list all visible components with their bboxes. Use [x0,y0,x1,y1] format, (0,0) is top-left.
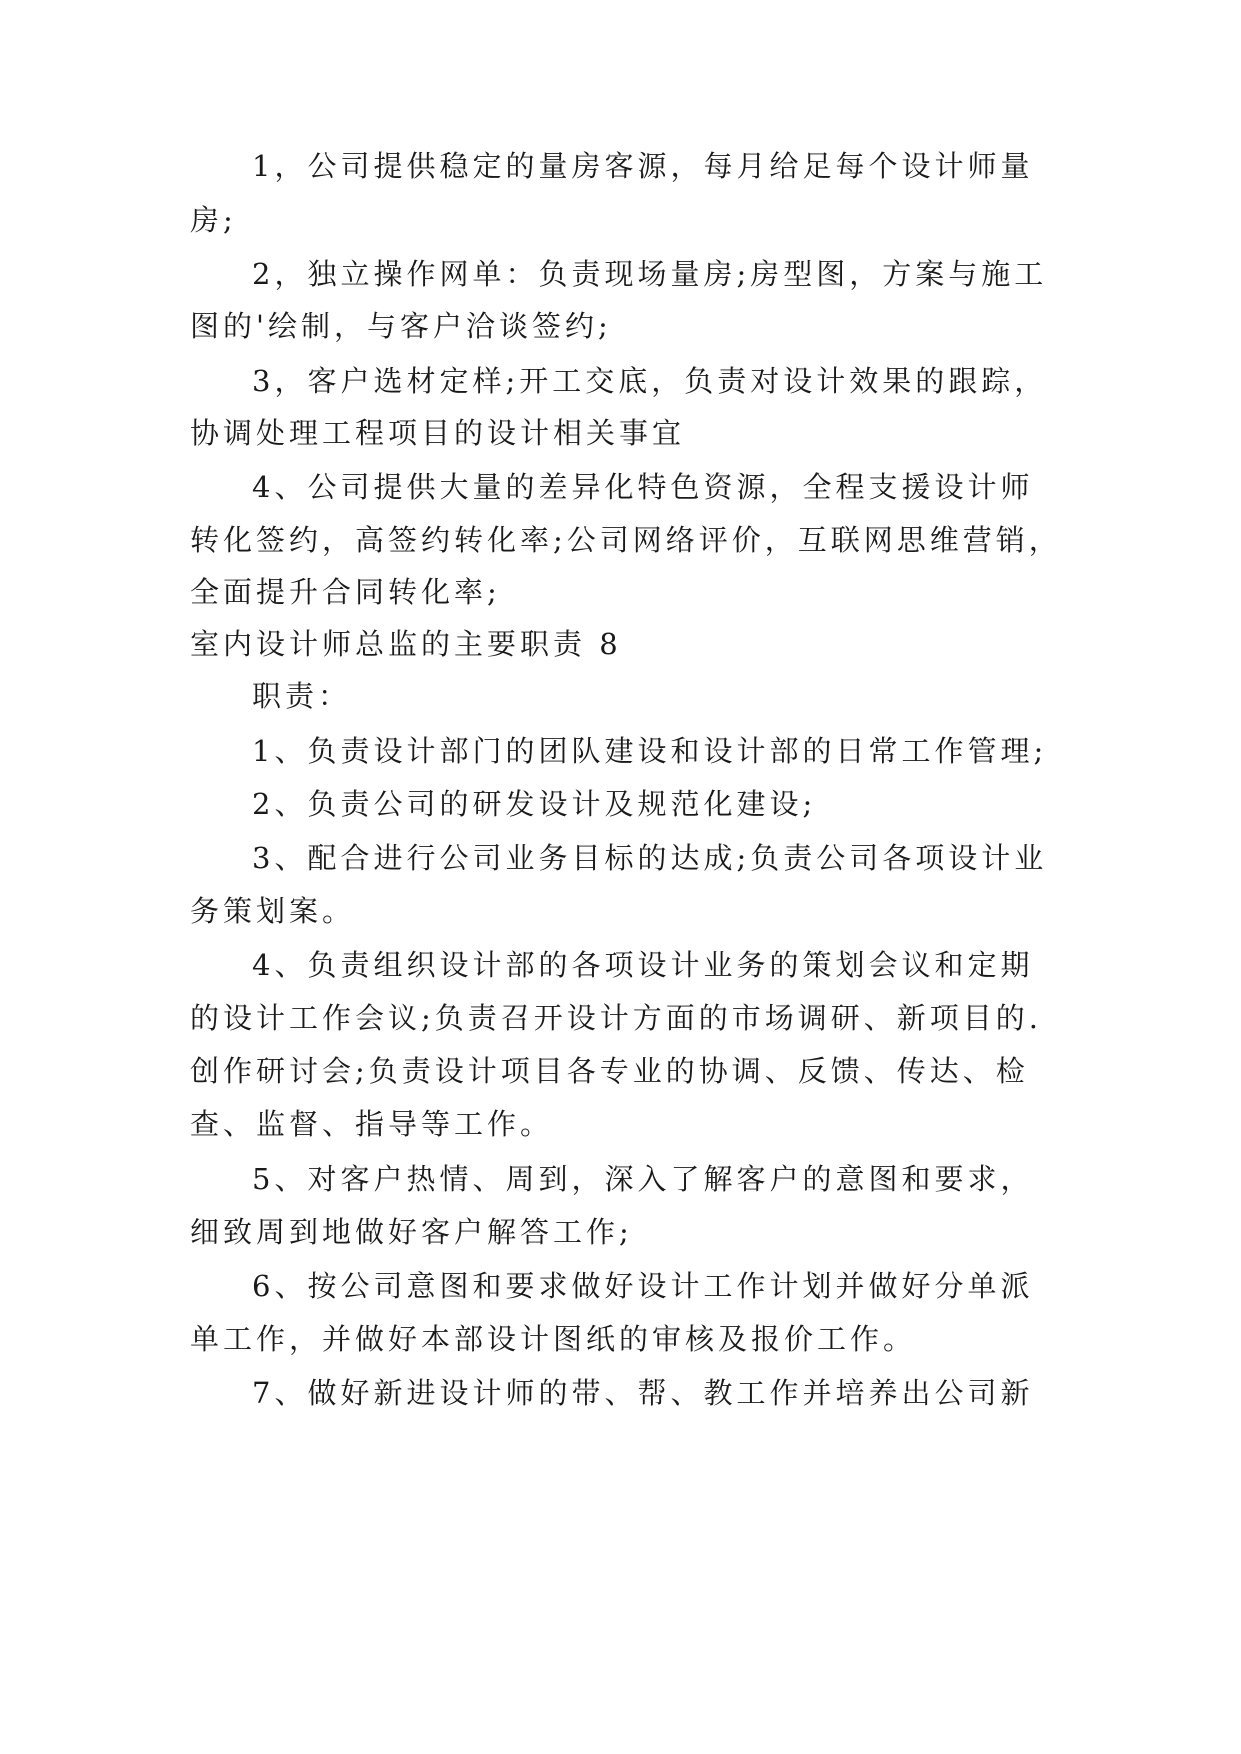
text-line: 职责： [252,679,352,713]
text-line: 7、做好新进设计师的带、帮、教工作并培养出公司新 [252,1376,1034,1410]
text-line: 创作研讨会;负责设计项目各专业的协调、反馈、传达、检 [190,1054,1029,1088]
text-line: 的设计工作会议;负责召开设计方面的市场调研、新项目的. [190,1001,1042,1035]
text-line: 图的'绘制，与客户洽谈签约; [190,309,612,343]
text-line: 2，独立操作网单：负责现场量房;房型图，方案与施工 [252,257,1048,291]
text-line: 单工作，并做好本部设计图纸的审核及报价工作。 [190,1322,917,1356]
text-line: 查、监督、指导等工作。 [190,1107,554,1141]
text-line: 1、负责设计部门的团队建设和设计部的日常工作管理; [252,734,1048,768]
text-line: 5、对客户热情、周到，深入了解客户的意图和要求， [252,1162,1034,1196]
section-heading: 室内设计师总监的主要职责 8 [190,627,622,661]
text-line: 房; [190,203,237,237]
text-line: 细致周到地做好客户解答工作; [190,1215,633,1249]
text-line: 3，客户选材定样;开工交底，负责对设计效果的跟踪， [252,364,1048,398]
text-line: 务策划案。 [190,894,356,928]
text-line: 协调处理工程项目的设计相关事宜 [190,416,686,450]
text-line: 6、按公司意图和要求做好设计工作计划并做好分单派 [252,1269,1034,1303]
text-line: 全面提升合同转化率; [190,575,501,609]
text-line: 4、公司提供大量的差异化特色资源，全程支援设计师 [252,470,1034,504]
text-line: 2、负责公司的研发设计及规范化建设; [252,787,817,821]
text-line: 3、配合进行公司业务目标的达成;负责公司各项设计业 [252,841,1048,875]
text-line: 1，公司提供稳定的量房客源，每月给足每个设计师量 [252,149,1034,183]
text-line: 4、负责组织设计部的各项设计业务的策划会议和定期 [252,948,1034,982]
text-line: 转化签约，高签约转化率;公司网络评价，互联网思维营销， [190,523,1062,557]
